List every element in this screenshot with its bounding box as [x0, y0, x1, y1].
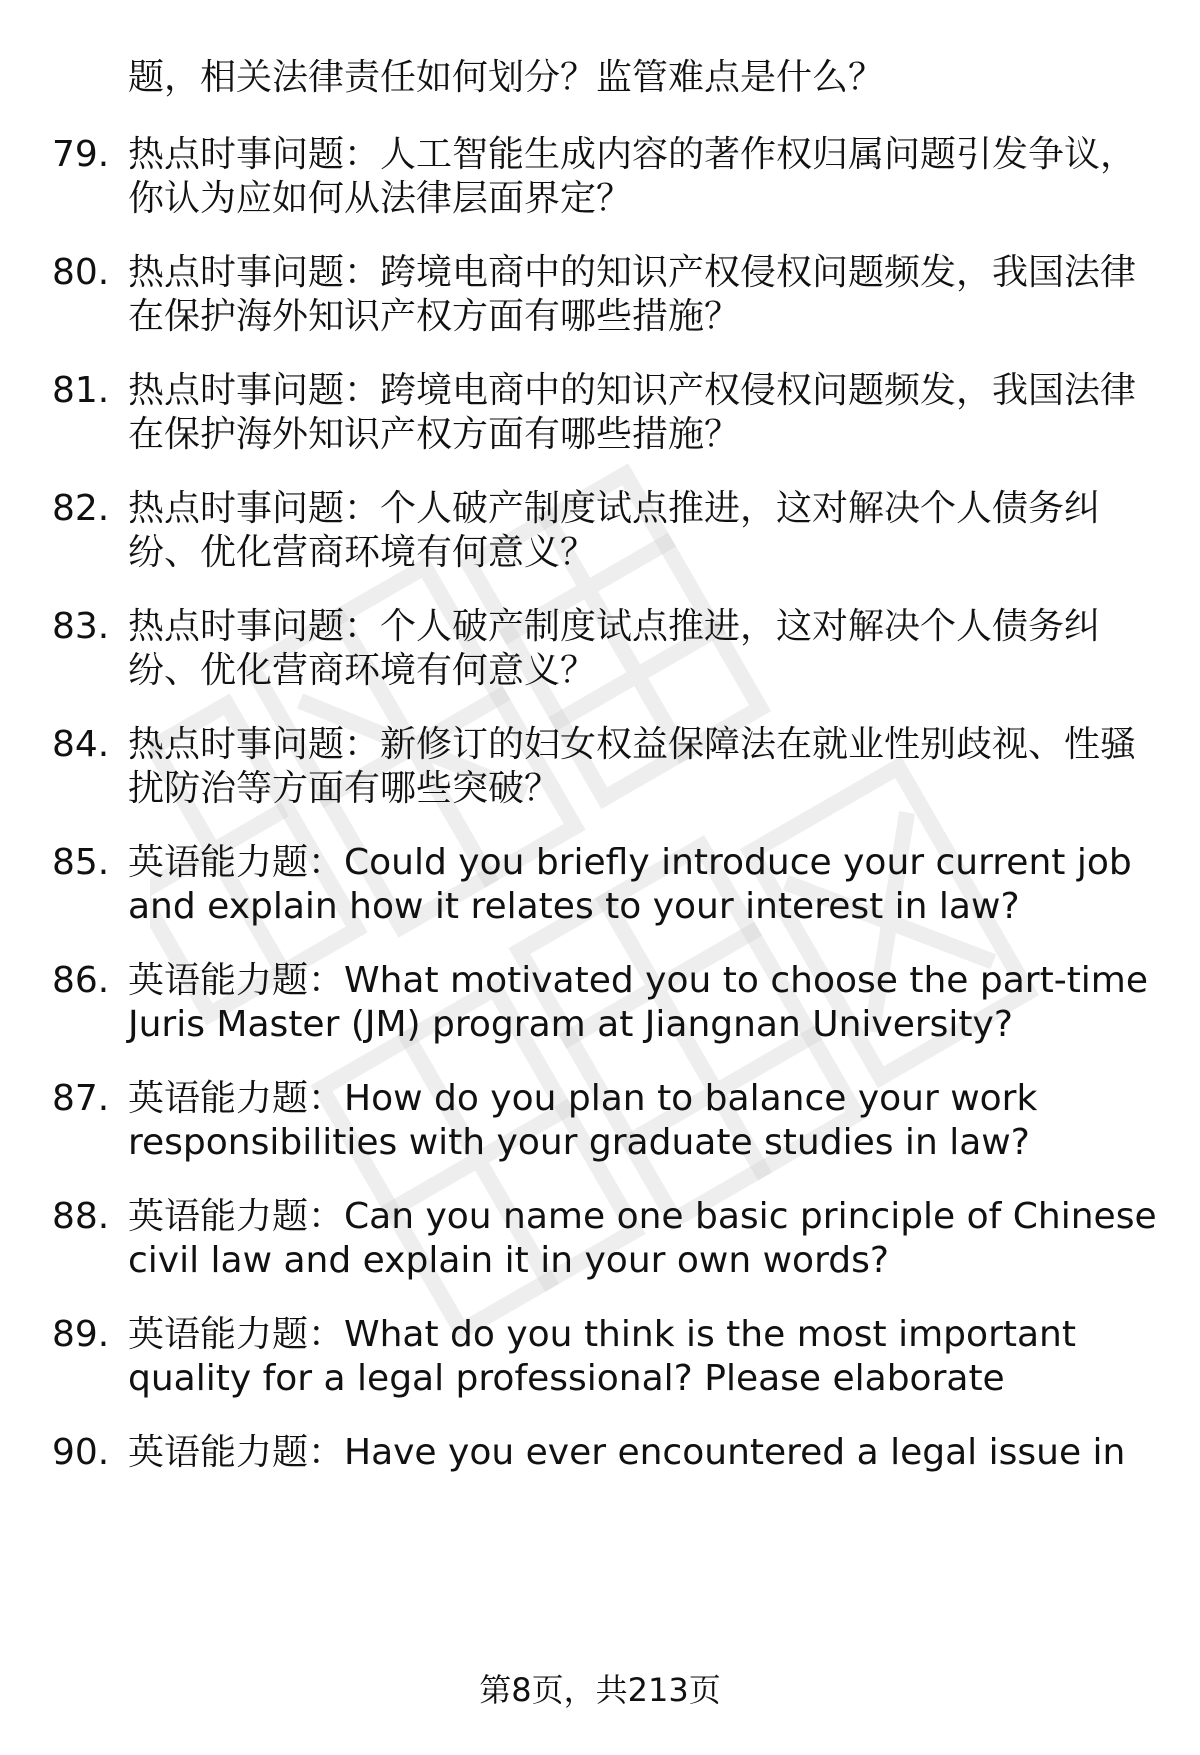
question-text-line: Juris Master (JM) program at Jiangnan University? [128, 1004, 1013, 1045]
question-number: 83. [52, 606, 110, 647]
continued-question-text: 题，相关法律责任如何划分？监管难点是什么？ [128, 57, 885, 98]
question-number: 86. [52, 960, 110, 1001]
question-text-line: 英语能力题：Have you ever encountered a legal issue in [128, 1432, 1126, 1473]
question-number: 90. [52, 1432, 110, 1473]
question-text-line: 纷、优化营商环境有何意义？ [128, 532, 597, 573]
question-text-line: 扰防治等方面有哪些突破？ [128, 768, 561, 809]
question-number: 82. [52, 488, 110, 529]
question-text-line: 你认为应如何从法律层面界定？ [128, 178, 633, 219]
question-number: 87. [52, 1078, 110, 1119]
question-text-line: 在保护海外知识产权方面有哪些措施？ [128, 296, 741, 337]
question-text-line: 英语能力题：How do you plan to balance your work [128, 1078, 1038, 1119]
question-number: 81. [52, 370, 110, 411]
question-text-line: 英语能力题：Can you name one basic principle of Chinese [128, 1196, 1157, 1237]
question-number: 89. [52, 1314, 110, 1355]
question-text-line: 热点时事问题：新修订的妇女权益保障法在就业性别歧视、性骚 [128, 724, 1137, 765]
question-number: 84. [52, 724, 110, 765]
question-text-line: 英语能力题：Could you briefly introduce your current job [128, 842, 1132, 883]
question-text-line: 热点时事问题：人工智能生成内容的著作权归属问题引发争议， [128, 134, 1137, 175]
question-number: 88. [52, 1196, 110, 1237]
question-text-line: civil law and explain it in your own words? [128, 1240, 889, 1281]
page-footer: 第8页，共213页 [479, 1671, 721, 1709]
question-text-line: quality for a legal professional? Please elaborate [128, 1358, 1005, 1399]
question-number: 85. [52, 842, 110, 883]
question-text-line: 热点时事问题：个人破产制度试点推进，这对解决个人债务纠 [128, 488, 1101, 529]
question-text-line: responsibilities with your graduate studies in law? [128, 1122, 1030, 1163]
question-text-line: 热点时事问题：个人破产制度试点推进，这对解决个人债务纠 [128, 606, 1101, 647]
question-number: 80. [52, 252, 110, 293]
question-text-line: 纷、优化营商环境有何意义？ [128, 650, 597, 691]
question-text-line: 英语能力题：What motivated you to choose the part-time [128, 960, 1149, 1001]
question-text-line: 热点时事问题：跨境电商中的知识产权侵权问题频发，我国法律 [128, 370, 1137, 411]
question-text-line: 在保护海外知识产权方面有哪些措施？ [128, 414, 741, 455]
question-text-line: 英语能力题：What do you think is the most important [128, 1314, 1076, 1355]
question-text-line: 热点时事问题：跨境电商中的知识产权侵权问题频发，我国法律 [128, 252, 1137, 293]
question-number: 79. [52, 134, 110, 175]
question-text-line: and explain how it relates to your interest in law? [128, 886, 1020, 927]
